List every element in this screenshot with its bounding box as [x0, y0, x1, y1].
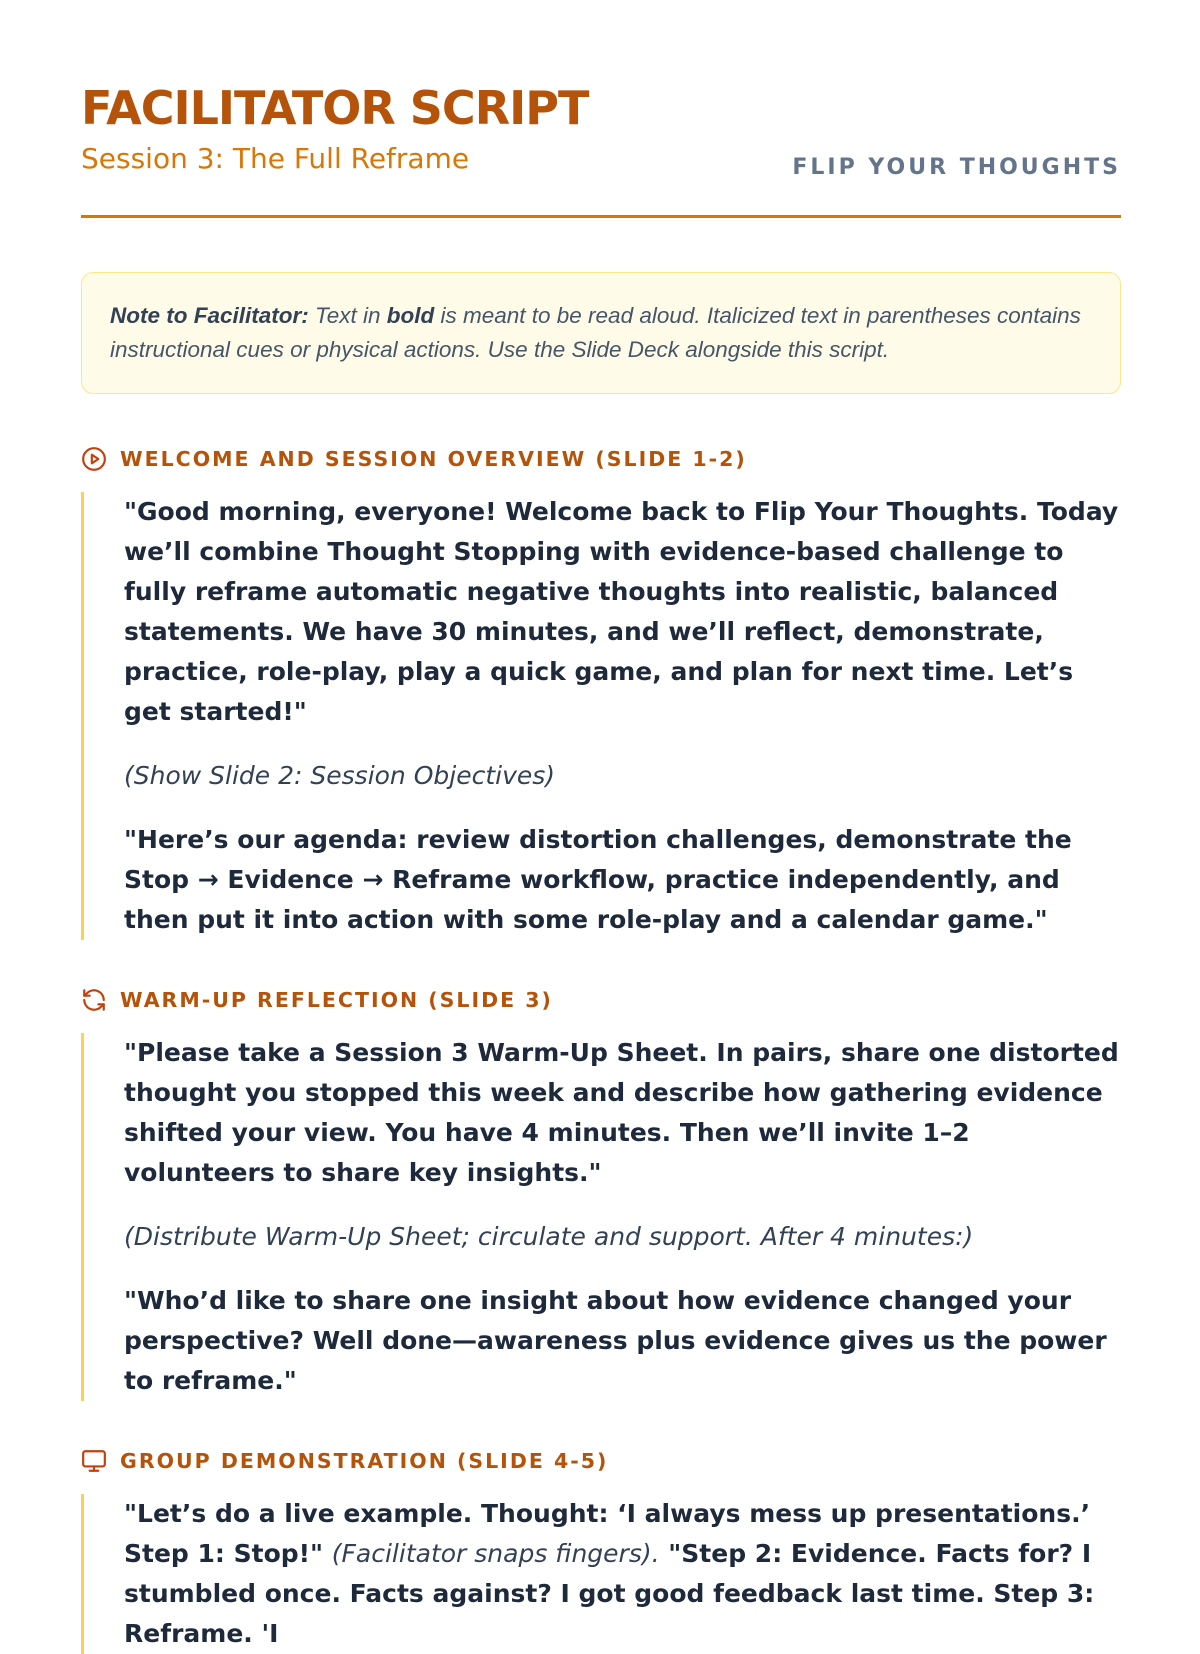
- play-circle-icon: [81, 446, 107, 472]
- page-title: FACILITATOR SCRIPT: [81, 81, 589, 135]
- instruction-cue-inline: (Facilitator snaps fingers).: [331, 1539, 660, 1568]
- note-text-2: is meant to be read aloud. Italicized text in parentheses contains instructional cues or physical actions. Use the Slide Deck alongside this script.: [110, 303, 1081, 362]
- read-aloud-segment: "Let’s do a live example. Thought: ‘I always mess up presentations.’ Step 1: Stop!": [124, 1499, 1091, 1568]
- script-block: [81, 492, 1121, 940]
- section-header: [81, 985, 1121, 1015]
- note-lead: Note to Facilitator:: [110, 303, 309, 328]
- read-aloud-text: "Please take a Session 3 Warm-Up Sheet. In pairs, share one distorted thought you stopped this week and describe how gathering evidence shifted your view. You have 4 minutes. Then we’ll invite 1–2 volunteers to share key insights.": [124, 1038, 1119, 1187]
- script-block: [81, 1033, 1121, 1401]
- script-block: [81, 1494, 1121, 1654]
- read-aloud-segment: "Step 2: Evidence. Facts for? I stumbled once. Facts against? I got good feedback last time. Step 3: Reframe. 'I: [124, 1539, 1095, 1648]
- instruction-cue: (Distribute Warm-Up Sheet; circulate and support. After 4 minutes:): [124, 1222, 974, 1251]
- note-bold-word: bold: [386, 303, 435, 328]
- section-welcome: [81, 444, 1121, 940]
- refresh-icon: [81, 987, 107, 1013]
- session-subtitle: Session 3: The Full Reframe: [81, 142, 470, 175]
- section-header: [81, 1446, 1121, 1476]
- section-title: WARM-UP REFLECTION (SLIDE 3): [120, 988, 553, 1012]
- page-header: [81, 0, 1121, 218]
- read-aloud-text: "Good morning, everyone! Welcome back to Flip Your Thoughts. Today we’ll combine Thought Stopping with evidence-based challenge to fully reframe automatic negative thoughts into realistic, balanced statements. We have 30 minutes, and we’ll reflect, demonstrate, practice, role-play, play a quick game, and plan for next time. Let’s get started!": [124, 497, 1119, 726]
- instruction-cue: (Show Slide 2: Session Objectives): [124, 761, 556, 790]
- program-brand: FLIP YOUR THOUGHTS: [792, 155, 1121, 180]
- monitor-icon: [81, 1448, 107, 1474]
- section-group-demo: [81, 1446, 1121, 1654]
- read-aloud-text: [124, 1494, 1121, 1654]
- section-title: GROUP DEMONSTRATION (SLIDE 4-5): [120, 1449, 609, 1473]
- read-aloud-text: "Here’s our agenda: review distortion challenges, demonstrate the Stop → Evidence → Reframe workflow, practice independently, and then put it into action with some role-play and a calendar game.": [124, 825, 1072, 934]
- section-header: [81, 444, 1121, 474]
- section-title: WELCOME AND SESSION OVERVIEW (SLIDE 1-2): [120, 447, 747, 471]
- note-text-1: Text in: [308, 303, 387, 328]
- read-aloud-text: "Who’d like to share one insight about how evidence changed your perspective? Well done—awareness plus evidence gives us the power to reframe.": [124, 1286, 1107, 1395]
- section-warm-up: [81, 985, 1121, 1401]
- facilitator-note: [81, 272, 1121, 394]
- document-page: [81, 0, 1121, 1654]
